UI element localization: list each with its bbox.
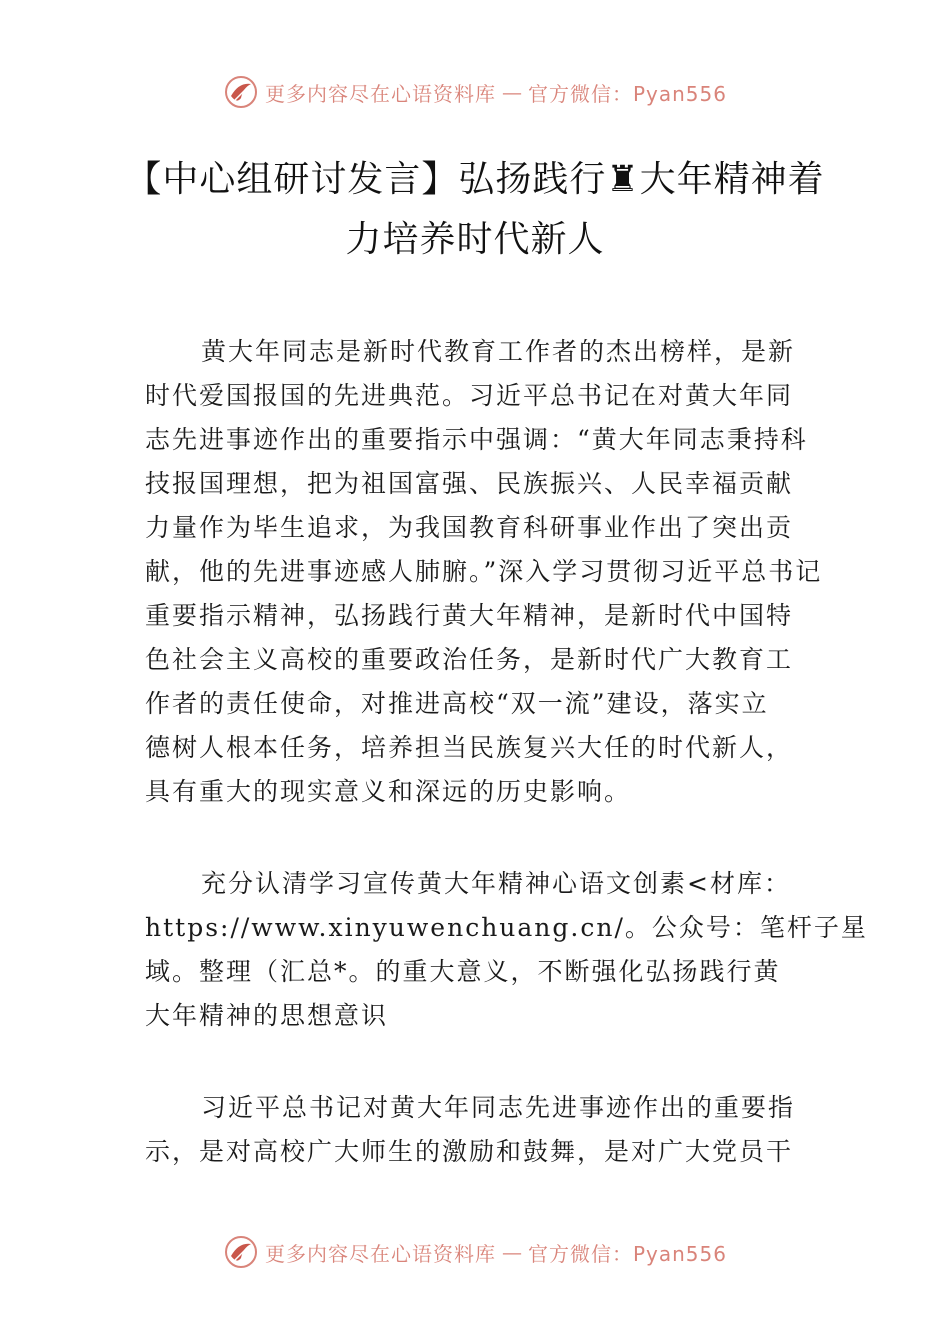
text-line: 具有重大的现实意义和深远的历史影响。 <box>145 777 632 806</box>
paragraph-1 <box>145 330 835 814</box>
text-line: 域。整理（汇总*。的重大意义，不断强化弘扬践行黄 <box>145 957 781 986</box>
document-body <box>145 330 868 1222</box>
watermark-dash: — <box>501 1240 522 1264</box>
text-line: 大年精神的思想意识 <box>145 1001 389 1030</box>
text-line: 志先进事迹作出的重要指示中强调：“黄大年同志秉持科 <box>145 425 808 454</box>
document-title <box>100 150 850 270</box>
text-line: https://www.xinyuwenchuang.cn/。公众号：笔杆子星 <box>145 913 868 942</box>
text-line: 技报国理想，把为祖国富强、民族振兴、人民幸福贡献 <box>145 469 794 498</box>
text-line: 色社会主义高校的重要政治任务，是新时代广大教育工 <box>145 645 794 674</box>
logo-icon <box>223 1234 259 1270</box>
watermark-dash: — <box>501 80 522 104</box>
title-line: 力培养时代新人 <box>345 219 605 260</box>
watermark-wechat: 官方微信：Pyan556 <box>527 81 727 106</box>
watermark-wechat: 官方微信：Pyan556 <box>527 1241 727 1266</box>
text-line: 作者的责任使命，对推进高校“双一流”建设，落实立 <box>145 689 769 718</box>
text-line: 习近平总书记对黄大年同志先进事迹作出的重要指 <box>201 1093 796 1122</box>
title-line: 【中心组研讨发言】弘扬践行♜大年精神着 <box>125 159 825 200</box>
text-line: 重要指示精神，弘扬践行黄大年精神，是新时代中国特 <box>145 601 794 630</box>
text-line: 充分认清学习宣传黄大年精神心语文创素<材库： <box>201 869 791 898</box>
watermark-text: 更多内容尽在心语资料库 <box>264 1241 496 1266</box>
text-line: 献，他的先进事迹感人肺腑。”深入学习贯彻习近平总书记 <box>145 557 823 586</box>
header-watermark <box>0 72 950 112</box>
footer-watermark <box>0 1232 950 1272</box>
text-line: 力量作为毕生追求，为我国教育科研事业作出了突出贡 <box>145 513 794 542</box>
text-line: 时代爱国报国的先进典范。习近平总书记在对黄大年同 <box>145 381 794 410</box>
logo-icon <box>223 74 259 110</box>
paragraph-2 <box>145 862 868 1038</box>
text-line: 黄大年同志是新时代教育工作者的杰出榜样，是新 <box>201 337 796 366</box>
paragraph-3 <box>145 1086 835 1174</box>
watermark-text: 更多内容尽在心语资料库 <box>264 81 496 106</box>
text-line: 德树人根本任务，培养担当民族复兴大任的时代新人， <box>145 733 794 762</box>
text-line: 示，是对高校广大师生的激励和鼓舞，是对广大党员干 <box>145 1137 794 1166</box>
